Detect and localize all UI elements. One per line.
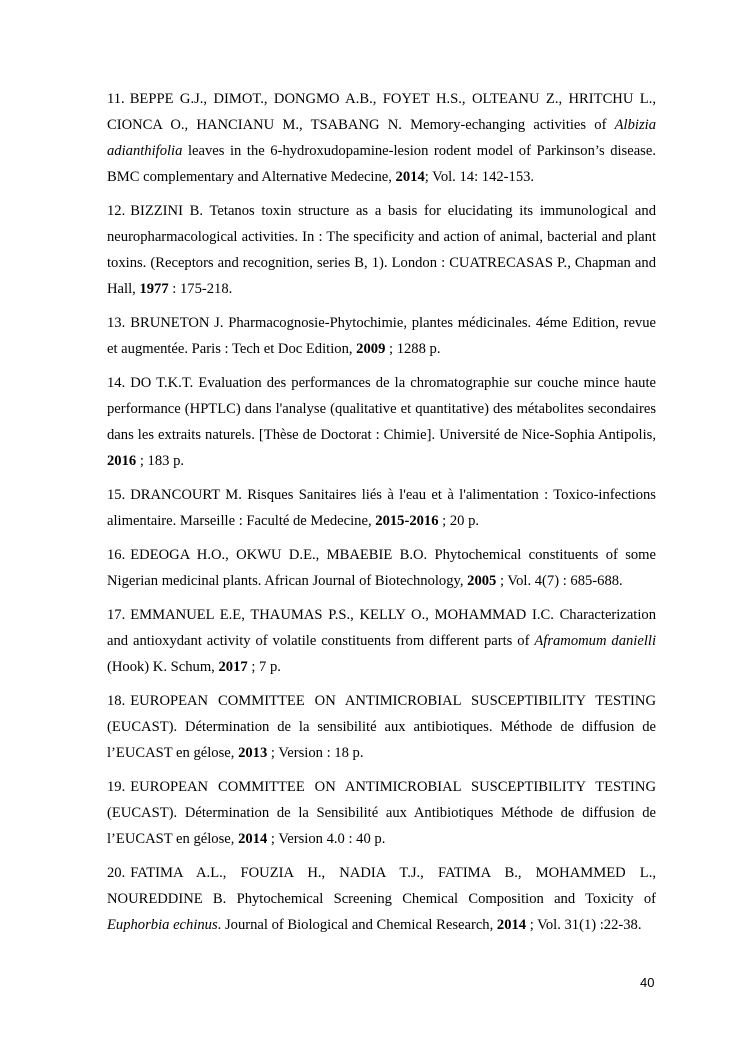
reference-text: DRANCOURT M. Risques Sanitaires liés à l'eau et à l'alimentation : Toxico-infections alimentaire. Marseille : Faculté de Medecine, [107,487,656,529]
reference-year: 2014 [496,917,527,933]
reference-year: 1977 [139,281,169,297]
reference-number: 17. [107,607,126,623]
reference-year: 2014 [395,169,425,185]
reference-item [107,310,656,362]
reference-year: 2005 [467,573,497,589]
reference-number: 12. [107,203,126,219]
reference-number: 13. [107,315,126,331]
reference-item [107,542,656,594]
reference-text: ; Version 4.0 : 40 p. [267,831,386,847]
reference-item [107,860,656,938]
species-name: Albizia adianthifolia [107,117,656,159]
reference-number: 19. [107,779,126,795]
reference-text: ; Vol. 31(1) :22-38. [526,917,642,933]
reference-number: 15. [107,487,126,503]
reference-item [107,370,656,474]
reference-text: ; 183 p. [136,453,185,469]
reference-text: EDEOGA H.O., OKWU D.E., MBAEBIE B.O. Phytochemical constituents of some Nigerian medicinal plants. African Journal of Biotechnology, [107,547,656,589]
reference-item [107,482,656,534]
reference-number: 16. [107,547,126,563]
reference-year: 2009 [356,341,386,357]
reference-text: ; Version : 18 p. [267,745,364,761]
reference-number: 18. [107,693,126,709]
reference-text: EMMANUEL E.E, THAUMAS P.S., KELLY O., MOHAMMAD I.C. Characterization and antioxydant activity of volatile constituents from different parts of [107,607,656,649]
reference-item [107,198,656,302]
reference-text: BEPPE G.J., DIMOT., DONGMO A.B., FOYET H.S., OLTEANU Z., HRITCHU L., CIONCA O., HANCIANU M., TSABANG N. Memory-echanging activities of [107,91,656,133]
reference-text: ; Vol. 4(7) : 685-688. [496,573,623,589]
reference-item [107,688,656,766]
reference-text: FATIMA A.L., FOUZIA H., NADIA T.J., FATIMA B., MOHAMMED L., NOUREDDINE B. Phytochemical Screening Chemical Composition and Toxicity of [107,865,656,907]
reference-year: 2013 [238,745,268,761]
reference-number: 20. [107,865,126,881]
reference-text: leaves in the 6-hydroxudopamine-lesion rodent model of Parkinson’s disease. BMC complementary and Alternative Medecine, [107,143,656,185]
reference-text: EUROPEAN COMMITTEE ON ANTIMICROBIAL SUSCEPTIBILITY TESTING (EUCAST). Détermination de la Sensibilité aux Antibiotiques Méthode de diffusion de l’EUCAST en gélose, [107,779,656,847]
reference-item [107,602,656,680]
reference-item [107,86,656,190]
reference-text: ; 20 p. [438,513,480,529]
reference-text: EUROPEAN COMMITTEE ON ANTIMICROBIAL SUSCEPTIBILITY TESTING (EUCAST). Détermination de la sensibilité aux antibiotiques. Méthode de diffusion de l’EUCAST en gélose, [107,693,656,761]
reference-text: DO T.K.T. Evaluation des performances de la chromatographie sur couche mince haute performance (HPTLC) dans l'analyse (qualitative et quantitative) des métabolites secondaires dans les extraits naturels. [Thèse de Doctorat : Chimie]. Université de Nice-Sophia Antipolis, [107,375,656,443]
reference-item [107,774,656,852]
reference-list [107,86,656,946]
reference-text: (Hook) K. Schum, [107,659,219,675]
reference-year: 2017 [218,659,248,675]
reference-year: 2015-2016 [375,513,439,529]
reference-number: 11. [107,91,125,107]
reference-text: : 175-218. [168,281,233,297]
reference-text: BRUNETON J. Pharmacognosie-Phytochimie, plantes médicinales. 4éme Edition, revue et augmentée. Paris : Tech et Doc Edition, [107,315,656,357]
reference-text: ; 1288 p. [385,341,441,357]
reference-year: 2014 [238,831,268,847]
reference-text: . Journal of Biological and Chemical Research, [217,917,497,933]
species-name: Euphorbia echinus [107,917,218,933]
reference-text: BIZZINI B. Tetanos toxin structure as a basis for elucidating its immunological and neuropharmacological activities. In : The specificity and action of animal, bacterial and plant toxins. (Receptors and recognition, series B, 1). London : CUATRECASAS P., Chapman and Hall, [107,203,656,297]
reference-text: ; 7 p. [247,659,281,675]
reference-number: 14. [107,375,126,391]
reference-year: 2016 [107,453,137,469]
page-number: 40 [640,975,655,990]
reference-text: ; Vol. 14: 142-153. [424,169,535,185]
species-name: Aframomum danielli [534,633,656,649]
